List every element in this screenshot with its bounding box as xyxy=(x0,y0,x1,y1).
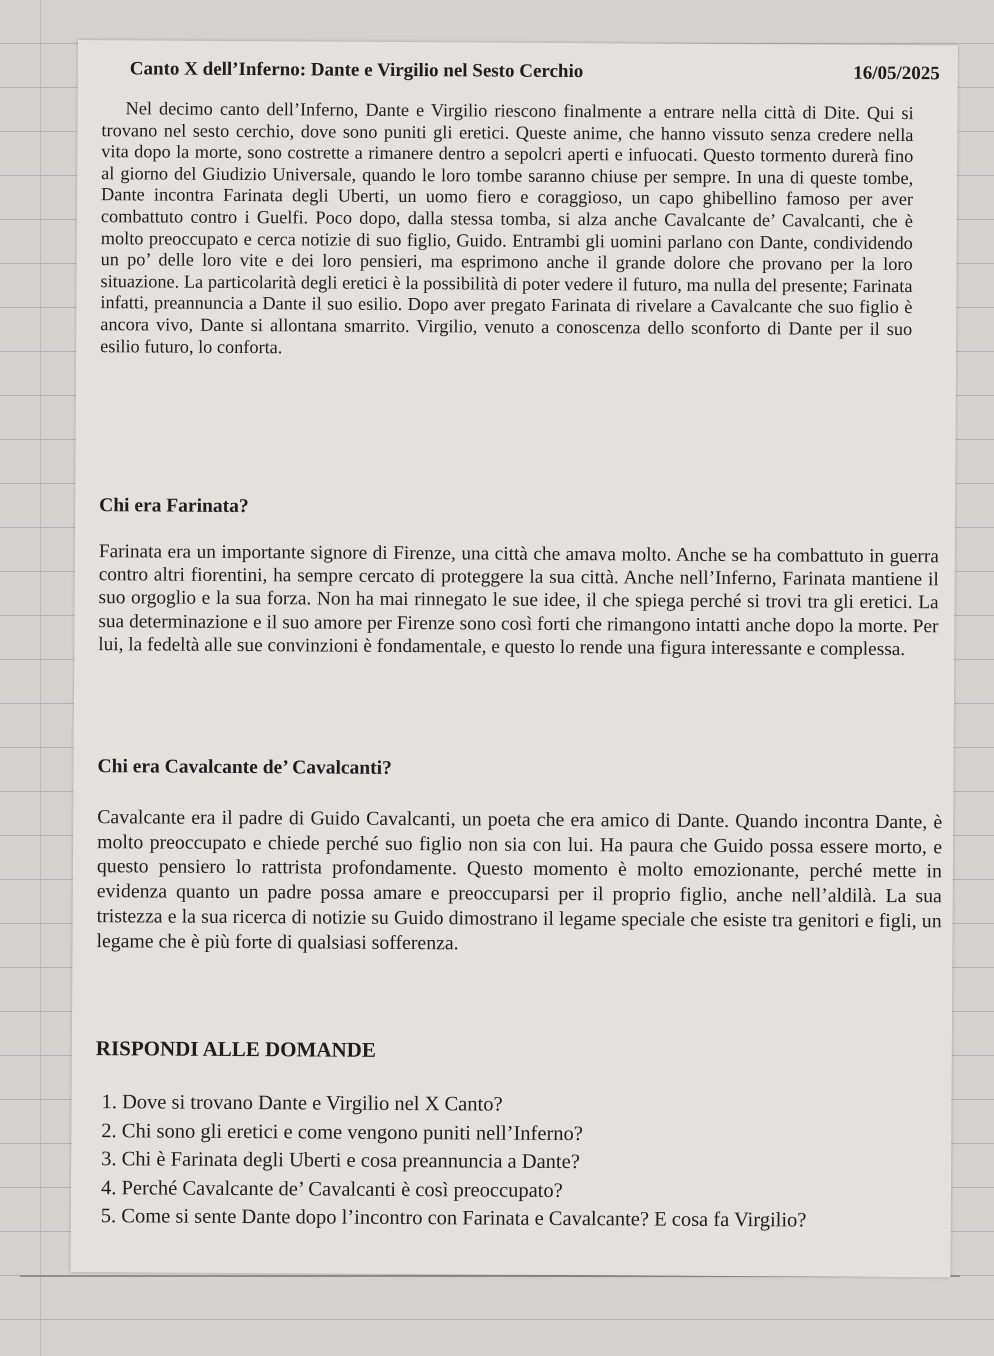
intro-paragraph: Nel decimo canto dell’Inferno, Dante e Virgilio riescono finalmente a entrare nella città di Dite. Qui si trovano nel sesto cerchio, dove sono puniti gli eretici. Queste anime, che hanno vissuto senza credere nella vita dopo la morte, sono costrette a rimanere dentro a sepolcri aperti e infuocati. Questo tormento durerà fino al giorno del Giudizio Universale, quando le loro tombe saranno chiuse per sempre. In una di queste tombe, Dante incontra Farinata degli Uberti, un uomo fiero e coraggioso, un capo ghibellino famoso per aver combattuto contro i Guelfi. Poco dopo, dalla stessa tomba, si alza anche Cavalcante de’ Cavalcanti, che è molto preoccupato e cerca notizie di suo figlio, Guido. Entrambi gli uomini parlano con Dante, condividendo un po’ delle loro vite e dei loro pensieri, ma esprimono anche il grande dolore che provano per la loro situazione. La particolarità degli eretici è la possibilità di poter vedere il futuro, ma nulla del presente; Farinata infatti, preannuncia a Dante il suo esilio. Dopo aver pregato Farinata di rivelare a Cavalcante che suo figlio è ancora vivo, Dante si allontana smarrito. Virgilio, venuto a conoscenza dello sconforto di Dante per il suo esilio futuro, lo conforta. xyxy=(100,98,914,357)
section-heading-cavalcante: Chi era Cavalcante de’ Cavalcanti? xyxy=(97,756,392,779)
question-item: 3. Chi è Farinata degli Uberti e cosa preannuncia a Dante? xyxy=(101,1148,580,1174)
document-header xyxy=(129,58,940,85)
question-item: 5. Come si sente Dante dopo l’incontro con Farinata e Cavalcante? E cosa fa Virgilio? xyxy=(100,1205,807,1232)
questions-list xyxy=(101,1088,952,1236)
document-title: Canto X dell’Inferno: Dante e Virgilio nel Sesto Cerchio xyxy=(129,58,584,83)
question-item: 1. Dove si trovano Dante e Virgilio nel X Canto? xyxy=(101,1091,503,1116)
notebook-margin-line xyxy=(40,0,41,1356)
section-heading-farinata: Chi era Farinata? xyxy=(99,495,249,518)
section-text-cavalcante: Cavalcante era il padre di Guido Cavalcanti, un poeta che era amico di Dante. Quando incontra Dante, è molto preoccupato e chiede perché suo figlio non sia con lui. Ha paura che Guido possa essere morto, e questo pensiero lo rattrista profondamente. Questo momento è molto emozionante, perché mette in evidenza quanto un padre possa amare e preoccuparsi per il proprio figlio, anche nell’aldilà. La sua tristezza e la sua ricerca di notizie su Guido dimostrano il legame speciale che esiste tra genitori e figli, un legame che è più forte di qualsiasi sofferenza. xyxy=(96,806,943,954)
question-item: 4. Perché Cavalcante de’ Cavalcanti è così preoccupato? xyxy=(100,1176,563,1202)
printed-sheet xyxy=(70,40,958,1277)
section-text-farinata: Farinata era un importante signore di Firenze, una città che amava molto. Anche se ha combattuto in guerra contro altri fiorentini, ha sempre cercato di proteggere la sua città. Anche nell’Inferno, Farinata mantiene il suo orgoglio e la sua forza. Non ha mai rinnegato le sue idee, il che spiega perché si trovi tra gli eretici. La sua determinazione e il suo amore per Firenze sono così forti che rimangono intatti anche dopo la morte. Per lui, la fedeltà alle sue convinzioni è fondamentale, e questo lo rende una figura interessante e complessa. xyxy=(98,541,939,660)
question-item: 2. Chi sono gli eretici e come vengono puniti nell’Inferno? xyxy=(101,1119,584,1145)
questions-title: RISPONDI ALLE DOMANDE xyxy=(95,1036,376,1062)
document-date: 16/05/2025 xyxy=(853,62,940,85)
